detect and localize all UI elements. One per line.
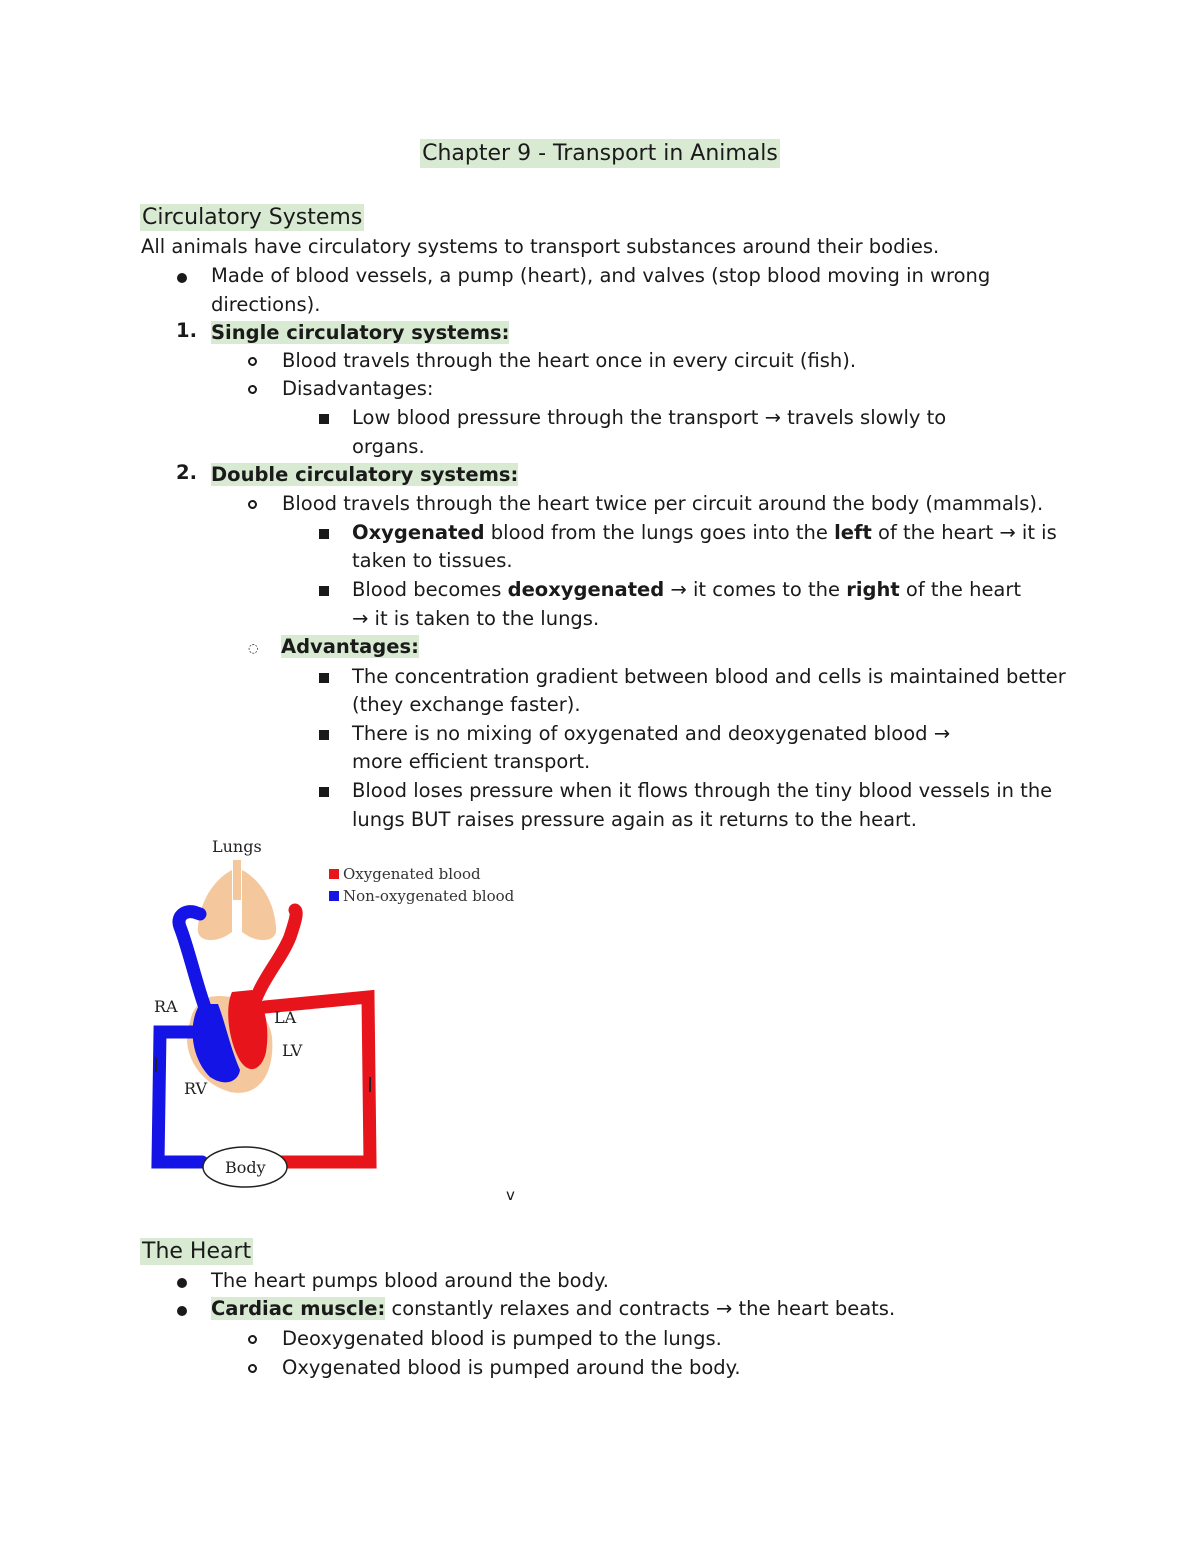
cardiac-muscle-label: Cardiac muscle: [211, 1297, 386, 1320]
bullet-square [319, 673, 329, 683]
bullet-circle [248, 1364, 257, 1373]
bullet-dot [177, 1306, 187, 1316]
bullet-circle [248, 1335, 257, 1344]
advantage-text-cont: lungs BUT raises pressure again as it returns to the heart. [352, 808, 917, 831]
bullet-circle [248, 357, 257, 366]
advantage-text-cont: more efficient transport. [352, 750, 591, 773]
sub-bullet-text: Deoxygenated blood is pumped to the lungs. [282, 1327, 722, 1350]
bullet-circle [248, 385, 257, 394]
advantage-text-cont: (they exchange faster). [352, 693, 581, 716]
sub-sub-bullet-text-cont: → it is taken to the lungs. [352, 607, 600, 630]
section-heading-heart: The Heart [142, 1239, 252, 1264]
sub-bullet-text: Oxygenated blood is pumped around the body. [282, 1356, 741, 1379]
bullet-text [211, 1295, 895, 1324]
text-run: of the heart → it is [871, 521, 1057, 544]
bullet-dot [177, 1278, 187, 1288]
bullet-square [319, 414, 329, 424]
sub-sub-bullet-text: Low blood pressure through the transport → travels slowly to [352, 406, 947, 429]
single-circulatory-label: Single circulatory systems: [211, 321, 510, 344]
legend-oxygenated: Oxygenated blood [343, 865, 481, 883]
sub-bullet-text: Blood travels through the heart twice per circuit around the body (mammals). [282, 492, 1044, 515]
page-title [0, 141, 1200, 166]
advantage-text: The concentration gradient between blood and cells is maintained better [352, 665, 1066, 688]
sub-sub-bullet-text-cont: organs. [352, 435, 425, 458]
sub-sub-bullet-text-cont: taken to tissues. [352, 549, 513, 572]
legend-swatch-deoxygenated [329, 891, 339, 901]
bullet-text: Made of blood vessels, a pump (heart), and valves (stop blood moving in wrong [211, 264, 991, 287]
bold-right: right [846, 578, 900, 601]
bullet-square [319, 787, 329, 797]
text-run: of the heart [899, 578, 1022, 601]
sub-bullet-text: Disadvantages: [282, 377, 434, 400]
advantages-label: Advantages: [281, 635, 419, 658]
label-lv: LV [282, 1041, 303, 1060]
advantage-text: Blood loses pressure when it flows through the tiny blood vessels in the [352, 779, 1053, 802]
text-run: blood from the lungs goes into the [484, 521, 835, 544]
double-circulatory-label: Double circulatory systems: [211, 463, 519, 486]
bullet-square [319, 586, 329, 596]
lungs-shape [198, 860, 276, 940]
text-run: constantly relaxes and contracts → the heart beats. [385, 1297, 896, 1320]
label-ra: RA [154, 997, 178, 1016]
bullet-dot [177, 273, 187, 283]
bold-deoxygenated: deoxygenated [507, 578, 665, 601]
section-heading-circulatory: Circulatory Systems [142, 205, 363, 230]
text-run: → it comes to the [664, 578, 847, 601]
stray-mark: v [506, 1186, 515, 1204]
label-la: LA [274, 1008, 297, 1027]
bullet-square [319, 529, 329, 539]
bullet-square [319, 730, 329, 740]
bullet-circle-dotted: ◌ [248, 641, 259, 655]
sub-sub-bullet-text [352, 576, 1021, 605]
bullet-text: The heart pumps blood around the body. [211, 1269, 609, 1292]
label-rv: RV [184, 1079, 208, 1098]
advantages-label-wrap [281, 633, 419, 662]
legend-swatch-oxygenated [329, 869, 339, 879]
text-run: Blood becomes [352, 578, 508, 601]
bold-left: left [834, 521, 872, 544]
sub-sub-bullet-text [352, 519, 1057, 548]
label-body: Body [225, 1158, 266, 1177]
legend-non-oxygenated: Non-oxygenated blood [343, 887, 515, 905]
intro-paragraph: All animals have circulatory systems to transport substances around their bodies. [141, 235, 940, 258]
double-circulation-diagram [140, 832, 520, 1192]
sub-bullet-text: Blood travels through the heart once in every circuit (fish). [282, 349, 857, 372]
list-item-label [211, 319, 509, 348]
list-number: 1. [176, 319, 197, 342]
advantage-text: There is no mixing of oxygenated and deoxygenated blood → [352, 722, 951, 745]
page-title-text: Chapter 9 - Transport in Animals [422, 141, 778, 166]
list-item-label [211, 461, 518, 490]
bullet-circle [248, 500, 257, 509]
bullet-text-cont: directions). [211, 293, 321, 316]
list-number: 2. [176, 461, 197, 484]
lungs-label: Lungs [212, 837, 262, 856]
bold-oxygenated: Oxygenated [352, 521, 485, 544]
